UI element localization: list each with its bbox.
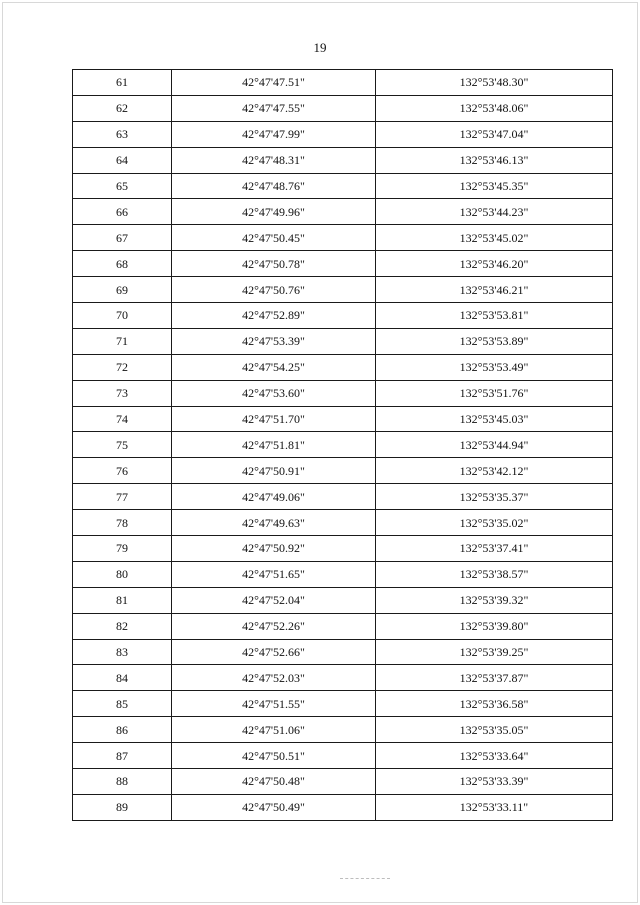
- table-row: [73, 380, 613, 406]
- table-row: [73, 536, 613, 562]
- table-row: [73, 510, 613, 536]
- table-row: [73, 613, 613, 639]
- point-number-cell: 88: [73, 769, 172, 795]
- table-row: [73, 639, 613, 665]
- latitude-cell: 42°47'51.06": [172, 717, 376, 743]
- latitude-cell: 42°47'50.45": [172, 225, 376, 251]
- latitude-cell: 42°47'51.81": [172, 432, 376, 458]
- table-row: [73, 251, 613, 277]
- table-row: [73, 95, 613, 121]
- longitude-cell: 132°53'53.49": [376, 354, 613, 380]
- table-row: [73, 432, 613, 458]
- point-number-cell: 62: [73, 95, 172, 121]
- latitude-cell: 42°47'50.51": [172, 743, 376, 769]
- point-number-cell: 78: [73, 510, 172, 536]
- point-number-cell: 80: [73, 561, 172, 587]
- latitude-cell: 42°47'48.76": [172, 173, 376, 199]
- latitude-cell: 42°47'50.48": [172, 769, 376, 795]
- latitude-cell: 42°47'54.25": [172, 354, 376, 380]
- table-row: [73, 70, 613, 96]
- table-row: [73, 458, 613, 484]
- longitude-cell: 132°53'53.89": [376, 328, 613, 354]
- latitude-cell: 42°47'50.78": [172, 251, 376, 277]
- point-number-cell: 81: [73, 587, 172, 613]
- table-row: [73, 665, 613, 691]
- longitude-cell: 132°53'35.05": [376, 717, 613, 743]
- point-number-cell: 63: [73, 121, 172, 147]
- point-number-cell: 61: [73, 70, 172, 96]
- latitude-cell: 42°47'52.04": [172, 587, 376, 613]
- point-number-cell: 77: [73, 484, 172, 510]
- longitude-cell: 132°53'35.37": [376, 484, 613, 510]
- point-number-cell: 87: [73, 743, 172, 769]
- longitude-cell: 132°53'42.12": [376, 458, 613, 484]
- table-row: [73, 743, 613, 769]
- longitude-cell: 132°53'37.41": [376, 536, 613, 562]
- longitude-cell: 132°53'46.13": [376, 147, 613, 173]
- table-row: [73, 328, 613, 354]
- latitude-cell: 42°47'49.06": [172, 484, 376, 510]
- point-number-cell: 68: [73, 251, 172, 277]
- point-number-cell: 64: [73, 147, 172, 173]
- point-number-cell: 89: [73, 794, 172, 820]
- longitude-cell: 132°53'44.94": [376, 432, 613, 458]
- page-number: 19: [313, 40, 327, 55]
- latitude-cell: 42°47'50.76": [172, 277, 376, 303]
- point-number-cell: 83: [73, 639, 172, 665]
- latitude-cell: 42°47'50.49": [172, 794, 376, 820]
- latitude-cell: 42°47'47.55": [172, 95, 376, 121]
- table-row: [73, 121, 613, 147]
- longitude-cell: 132°53'38.57": [376, 561, 613, 587]
- latitude-cell: 42°47'52.66": [172, 639, 376, 665]
- longitude-cell: 132°53'33.64": [376, 743, 613, 769]
- coordinates-table: [72, 69, 613, 821]
- point-number-cell: 69: [73, 277, 172, 303]
- longitude-cell: 132°53'45.35": [376, 173, 613, 199]
- table-row: [73, 199, 613, 225]
- latitude-cell: 42°47'53.39": [172, 328, 376, 354]
- table-row: [73, 225, 613, 251]
- point-number-cell: 65: [73, 173, 172, 199]
- longitude-cell: 132°53'46.20": [376, 251, 613, 277]
- table-row: [73, 691, 613, 717]
- table-row: [73, 484, 613, 510]
- point-number-cell: 72: [73, 354, 172, 380]
- latitude-cell: 42°47'53.60": [172, 380, 376, 406]
- longitude-cell: 132°53'39.25": [376, 639, 613, 665]
- longitude-cell: 132°53'33.11": [376, 794, 613, 820]
- latitude-cell: 42°47'52.03": [172, 665, 376, 691]
- longitude-cell: 132°53'44.23": [376, 199, 613, 225]
- latitude-cell: 42°47'50.92": [172, 536, 376, 562]
- scan-artifact-line: [340, 878, 390, 879]
- latitude-cell: 42°47'51.65": [172, 561, 376, 587]
- table-row: [73, 147, 613, 173]
- table-row: [73, 587, 613, 613]
- table-row: [73, 277, 613, 303]
- longitude-cell: 132°53'46.21": [376, 277, 613, 303]
- latitude-cell: 42°47'47.99": [172, 121, 376, 147]
- table-row: [73, 173, 613, 199]
- table-row: [73, 354, 613, 380]
- table-row: [73, 717, 613, 743]
- point-number-cell: 82: [73, 613, 172, 639]
- longitude-cell: 132°53'39.32": [376, 587, 613, 613]
- longitude-cell: 132°53'36.58": [376, 691, 613, 717]
- table-row: [73, 794, 613, 820]
- point-number-cell: 66: [73, 199, 172, 225]
- table-row: [73, 406, 613, 432]
- longitude-cell: 132°53'51.76": [376, 380, 613, 406]
- longitude-cell: 132°53'48.30": [376, 70, 613, 96]
- longitude-cell: 132°53'37.87": [376, 665, 613, 691]
- longitude-cell: 132°53'47.04": [376, 121, 613, 147]
- point-number-cell: 71: [73, 328, 172, 354]
- longitude-cell: 132°53'35.02": [376, 510, 613, 536]
- point-number-cell: 86: [73, 717, 172, 743]
- latitude-cell: 42°47'51.70": [172, 406, 376, 432]
- longitude-cell: 132°53'33.39": [376, 769, 613, 795]
- point-number-cell: 79: [73, 536, 172, 562]
- longitude-cell: 132°53'45.02": [376, 225, 613, 251]
- point-number-cell: 70: [73, 303, 172, 329]
- longitude-cell: 132°53'39.80": [376, 613, 613, 639]
- point-number-cell: 76: [73, 458, 172, 484]
- table-row: [73, 561, 613, 587]
- latitude-cell: 42°47'47.51": [172, 70, 376, 96]
- latitude-cell: 42°47'52.89": [172, 303, 376, 329]
- longitude-cell: 132°53'45.03": [376, 406, 613, 432]
- latitude-cell: 42°47'52.26": [172, 613, 376, 639]
- latitude-cell: 42°47'48.31": [172, 147, 376, 173]
- table-row: [73, 303, 613, 329]
- latitude-cell: 42°47'49.63": [172, 510, 376, 536]
- longitude-cell: 132°53'48.06": [376, 95, 613, 121]
- latitude-cell: 42°47'50.91": [172, 458, 376, 484]
- point-number-cell: 74: [73, 406, 172, 432]
- latitude-cell: 42°47'51.55": [172, 691, 376, 717]
- latitude-cell: 42°47'49.96": [172, 199, 376, 225]
- point-number-cell: 73: [73, 380, 172, 406]
- table-row: [73, 769, 613, 795]
- point-number-cell: 84: [73, 665, 172, 691]
- point-number-cell: 67: [73, 225, 172, 251]
- coordinates-table-body: [73, 70, 613, 821]
- longitude-cell: 132°53'53.81": [376, 303, 613, 329]
- point-number-cell: 75: [73, 432, 172, 458]
- point-number-cell: 85: [73, 691, 172, 717]
